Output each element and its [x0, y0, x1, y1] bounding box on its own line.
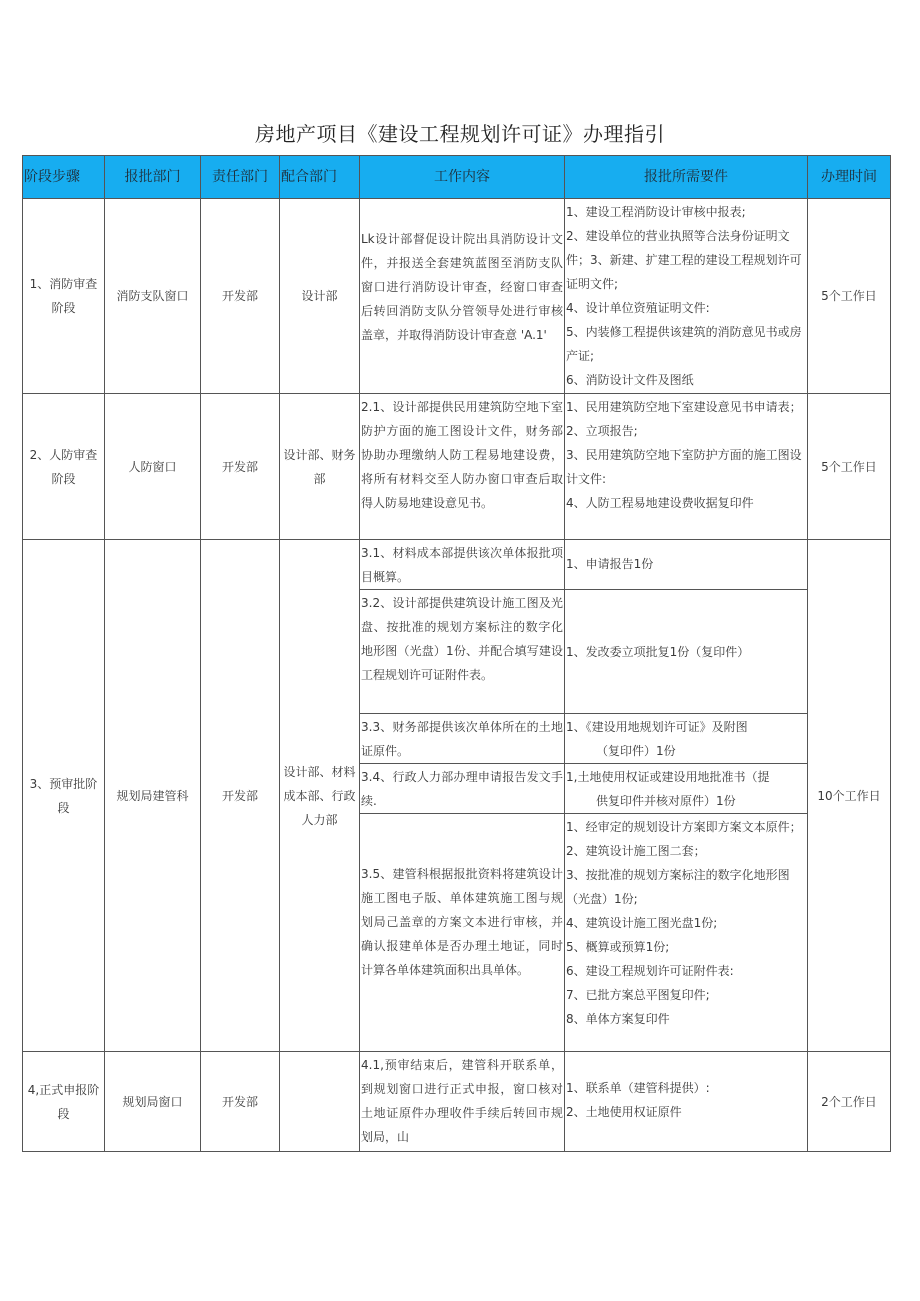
docs-cell — [565, 714, 808, 764]
approval-dept-cell: 规划局建管科 — [105, 540, 201, 1052]
resp-dept-cell: 开发部 — [201, 394, 280, 540]
doc-item: 供复印件并核对原件）1份 — [596, 794, 736, 808]
approval-dept-cell: 规划局窗口 — [105, 1052, 201, 1152]
doc-item: 7、已批方案总平图复印件; — [566, 988, 710, 1002]
header-row — [23, 156, 891, 199]
guide-table — [22, 155, 891, 1152]
doc-item: 2、土地使用权证原件 — [566, 1105, 682, 1119]
docs-cell — [565, 590, 808, 714]
header-docs: 报批所需要件 — [565, 156, 808, 199]
resp-dept-cell: 开发部 — [201, 540, 280, 1052]
doc-item: 6、消防设计文件及图纸 — [566, 373, 694, 387]
coop-dept-cell: 设计部、财务部 — [280, 394, 360, 540]
doc-item: 1、联系单（建管科提供）: — [566, 1081, 710, 1095]
approval-dept-cell: 人防窗口 — [105, 394, 201, 540]
table-row — [23, 1052, 891, 1152]
doc-item: 1、申请报告1份 — [566, 557, 654, 571]
stage-cell: 2、人防审查阶段 — [23, 394, 105, 540]
doc-item: 1、民用建筑防空地下室建设意见书申请表；2、立项报告; — [566, 400, 802, 438]
content-cell: 3.3、财务部提供该次单体所在的土地证原件。 — [360, 714, 565, 764]
doc-item: 4、人防工程易地建设费收据复印件 — [566, 496, 754, 510]
header-approval-dept: 报批部门 — [105, 156, 201, 199]
time-cell: 5个工作日 — [808, 394, 891, 540]
resp-dept-cell: 开发部 — [201, 199, 280, 394]
doc-item: 5、概算或预算1份; — [566, 940, 670, 954]
doc-item: 4、建筑设计施工图光盘1份; — [566, 916, 718, 930]
stage-cell: 3、预审批阶段 — [23, 540, 105, 1052]
coop-dept-cell: 设计部、材料成本部、行政人力部 — [280, 540, 360, 1052]
time-cell: 2个工作日 — [808, 1052, 891, 1152]
resp-dept-cell: 开发部 — [201, 1052, 280, 1152]
doc-item: 6、建设工程规划许可证附件表: — [566, 964, 734, 978]
doc-item: 8、单体方案复印件 — [566, 1012, 670, 1026]
doc-item: 1、建设工程消防设计审核中报表; — [566, 205, 746, 219]
time-cell: 5个工作日 — [808, 199, 891, 394]
header-stage: 阶段步骤 — [23, 156, 105, 199]
docs-cell — [565, 1052, 808, 1152]
content-cell: 3.2、设计部提供建筑设计施工图及光盘、按批准的规划方案标注的数字化地形图（光盘）1份、并配合填写建设工程规划许可证附件表。 — [360, 590, 565, 714]
header-resp-dept: 责任部门 — [201, 156, 280, 199]
docs-cell — [565, 199, 808, 394]
stage-cell: 4,正式申报阶段 — [23, 1052, 105, 1152]
time-cell: 10个工作日 — [808, 540, 891, 1052]
coop-dept-cell — [280, 1052, 360, 1152]
coop-dept-cell: 设计部 — [280, 199, 360, 394]
content-cell: 3.1、材料成本部提供该次单体报批项目概算。 — [360, 540, 565, 590]
docs-cell — [565, 394, 808, 540]
doc-item: 2、建设单位的营业执照等合法身份证明文件；3、新建、扩建工程的建设工程规划许可证明文件; — [566, 229, 802, 291]
content-cell: 2.1、设计部提供民用建筑防空地下室防护方面的施工图设计文件，财务部协助办理缴纳人防工程易地建设费，将所有材料交至人防办窗口审查后取得人防易地建设意见书。 — [360, 394, 565, 540]
doc-item: 1、经审定的规划设计方案即方案文本原件； 2、建筑设计施工图二套； 3、按批准的规划方案标注的数字化地形图（光盘）1份; — [566, 820, 832, 906]
doc-item: 4、设计单位资殖证明文件: — [566, 301, 710, 315]
header-coop-dept: 配合部门 — [280, 156, 360, 199]
doc-item: 3、民用建筑防空地下室防护方面的施工图设计文件: — [566, 448, 802, 486]
table-row — [23, 199, 891, 394]
doc-item: 1,土地使用权证或建设用地批准书（提 — [566, 770, 770, 784]
page-title: 房地产项目《建设工程规划许可证》办理指引 — [255, 122, 665, 146]
header-content: 工作内容 — [360, 156, 565, 199]
content-cell: 4.1,预审结束后，建管科开联系单，到规划窗口进行正式申报，窗口核对土地证原件办理收件手续后转回市规划局，山 — [360, 1052, 565, 1152]
stage-cell: 1、消防审查阶段 — [23, 199, 105, 394]
doc-item: （复印件）1份 — [596, 744, 676, 758]
table-row — [23, 394, 891, 540]
doc-item: 1、发改委立项批复1份（复印件） — [566, 645, 750, 659]
doc-item: 1、《建设用地规划许可证》及附图 — [566, 720, 748, 734]
doc-item: 5、内装修工程提供该建筑的消防意见书或房产证; — [566, 325, 802, 363]
approval-dept-cell: 消防支队窗口 — [105, 199, 201, 394]
content-cell: 3.5、建管科根据报批资料将建筑设计施工图电子版、单体建筑施工图与规划局己盖章的方案文本进行审核，并确认报建单体是否办理土地证，同时计算各单体建筑面积出具单体。 — [360, 814, 565, 1052]
docs-cell — [565, 540, 808, 590]
content-cell: Lk设计部督促设计院出具消防设计文件，并报送全套建筑蓝图至消防支队窗口进行消防设计审查，经窗口审查后转回消防支队分管领导处进行审核盖章，并取得消防设计审查意 'A.1' — [360, 199, 565, 394]
header-time: 办理时间 — [808, 156, 891, 199]
docs-cell — [565, 764, 808, 814]
table-row — [23, 540, 891, 590]
docs-cell — [565, 814, 832, 1052]
content-cell: 3.4、行政人力部办理申请报告发文手续. — [360, 764, 565, 814]
